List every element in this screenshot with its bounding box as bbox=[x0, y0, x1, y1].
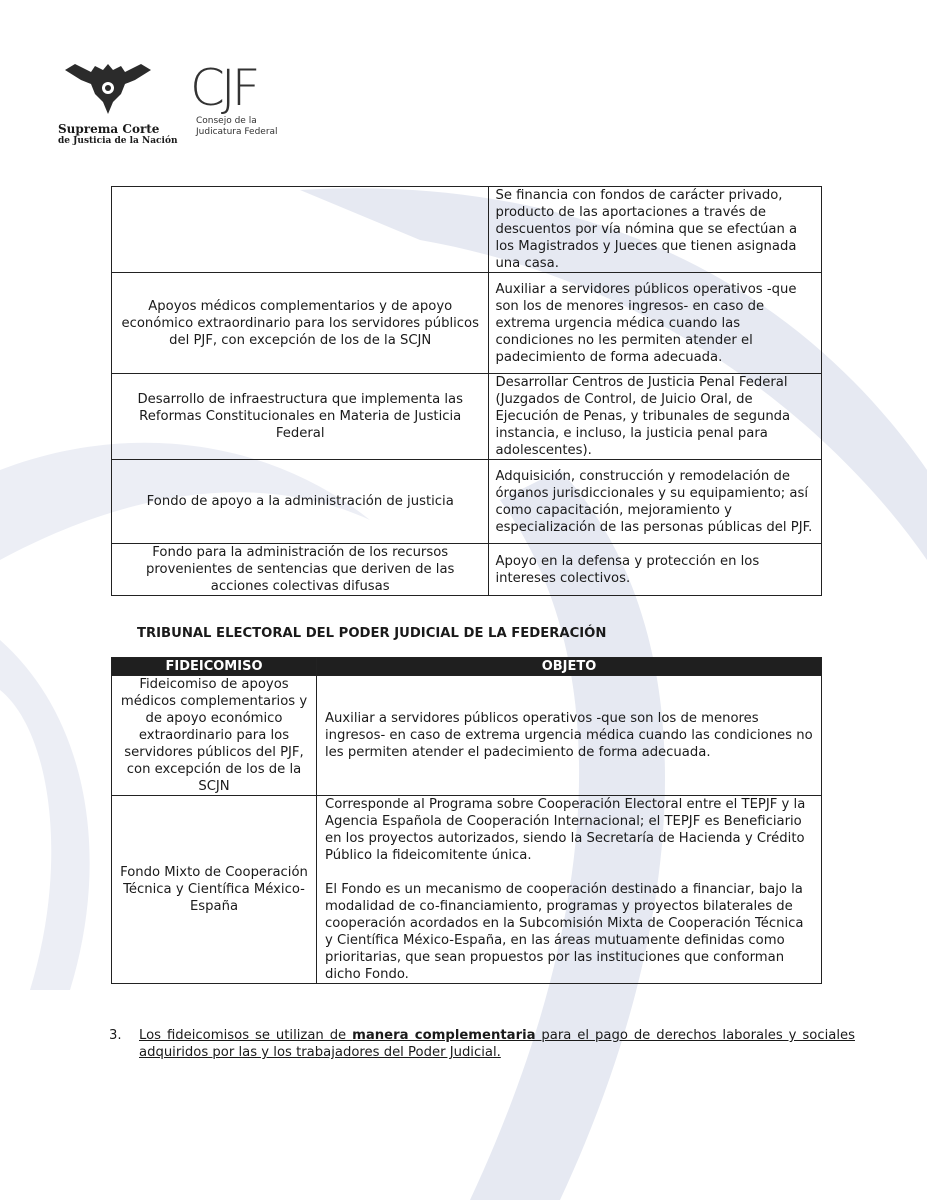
table-row bbox=[112, 796, 822, 984]
fideicomisos-table-tepjf bbox=[111, 657, 822, 984]
note-emphasis: manera complementaria bbox=[352, 1028, 536, 1043]
table-cell-object: Desarrollar Centros de Justicia Penal Federal (Juzgados de Control, de Juicio Oral, de Ejecución de Penas, y tribunales de segunda instancia, e incluso, la justicia penal para adolescentes). bbox=[489, 374, 822, 460]
table-cell-name: Desarrollo de infraestructura que implementa las Reformas Constitucionales en Materia de Justicia Federal bbox=[112, 374, 489, 460]
scjn-subname: de Justicia de la Nación bbox=[58, 136, 178, 146]
table-row bbox=[112, 273, 822, 374]
table-cell-object: Se financia con fondos de carácter privado, producto de las aportaciones a través de descuentos por vía nómina que se efectúan a los Magistrados y Jueces que tienen asignada una casa. bbox=[489, 187, 822, 273]
table-cell-object: Auxiliar a servidores públicos operativos -que son los de menores ingresos- en caso de extrema urgencia médica cuando las condiciones no les permiten atender el padecimiento de forma adecuada. bbox=[489, 273, 822, 374]
cjf-logo bbox=[190, 60, 290, 138]
table-cell-name: Fondo de apoyo a la administración de justicia bbox=[112, 460, 489, 544]
table-cell-name: Apoyos médicos complementarios y de apoyo económico extraordinario para los servidores públicos del PJF, con excepción de los de la SCJN bbox=[112, 273, 489, 374]
table-header-row bbox=[112, 658, 822, 676]
note-text-start: Los fideicomisos se utilizan de bbox=[139, 1028, 353, 1043]
table-cell-object bbox=[317, 676, 822, 796]
table-cell-object: Apoyo en la defensa y protección en los intereses colectivos. bbox=[489, 544, 822, 596]
object-paragraph: Corresponde al Programa sobre Cooperación Electoral entre el TEPJF y la Agencia Española de Cooperación Internacional; el TEPJF es Beneficiario en los proyectos autorizados, siendo la Secretaría de Hacienda y Crédito Público la fideicomitente única. bbox=[325, 797, 806, 863]
cjf-mark: CJF bbox=[190, 59, 257, 117]
column-header-fideicomiso: FIDEICOMISO bbox=[112, 658, 317, 676]
table-cell-name: Fondo Mixto de Cooperación Técnica y Científica México-España bbox=[112, 796, 317, 984]
fideicomisos-table-cjf bbox=[111, 186, 822, 596]
cjf-line-2: Judicatura Federal bbox=[196, 127, 278, 137]
table-cell-name: Fideicomiso de apoyos médicos complementarios y de apoyo económico extraordinario para los servidores públicos del PJF, con excepción de los de la SCJN bbox=[112, 676, 317, 796]
paragraph-spacer bbox=[325, 864, 815, 881]
scjn-name: Suprema Corte bbox=[58, 122, 160, 136]
note-text-end: para el pago de derechos laborales y sociales adquiridos por las y los trabajadores del Poder Judicial. bbox=[139, 1028, 855, 1060]
table-row bbox=[112, 374, 822, 460]
note-number: 3. bbox=[109, 1028, 122, 1043]
table-cell-object: Adquisición, construcción y remodelación de órganos jurisdiccionales y su equipamiento; así como capacitación, mejoramiento y especialización de las personas públicas del PJF. bbox=[489, 460, 822, 544]
section-title: TRIBUNAL ELECTORAL DEL PODER JUDICIAL DE LA FEDERACIÓN bbox=[137, 626, 607, 641]
table-row bbox=[112, 460, 822, 544]
cjf-line-1: Consejo de la bbox=[196, 116, 257, 126]
object-paragraph: El Fondo es un mecanismo de cooperación destinado a financiar, bajo la modalidad de co-financiamiento, programas y proyectos bilaterales de cooperación acordados en la Subcomisión Mixta de Cooperación Técnica y Científica México-España, en las áreas mutuamente definidas como prioritarias, que sean propuestos por las instituciones que conforman dicho Fondo. bbox=[325, 882, 804, 982]
table-row bbox=[112, 187, 822, 273]
eagle-emblem-icon bbox=[63, 58, 153, 116]
table-cell-name bbox=[112, 187, 489, 273]
table-row bbox=[112, 676, 822, 796]
table-cell-object bbox=[317, 796, 822, 984]
table-row bbox=[112, 544, 822, 596]
object-paragraph: Auxiliar a servidores públicos operativos -que son los de menores ingresos- en caso de extrema urgencia médica cuando las condiciones no les permiten atender el padecimiento de forma adecuada. bbox=[325, 711, 813, 760]
scjn-logo bbox=[58, 58, 178, 146]
table-cell-name: Fondo para la administración de los recursos provenientes de sentencias que deriven de las acciones colectivas difusas bbox=[112, 544, 489, 596]
note-text bbox=[139, 1027, 855, 1061]
column-header-objeto: OBJETO bbox=[317, 658, 822, 676]
